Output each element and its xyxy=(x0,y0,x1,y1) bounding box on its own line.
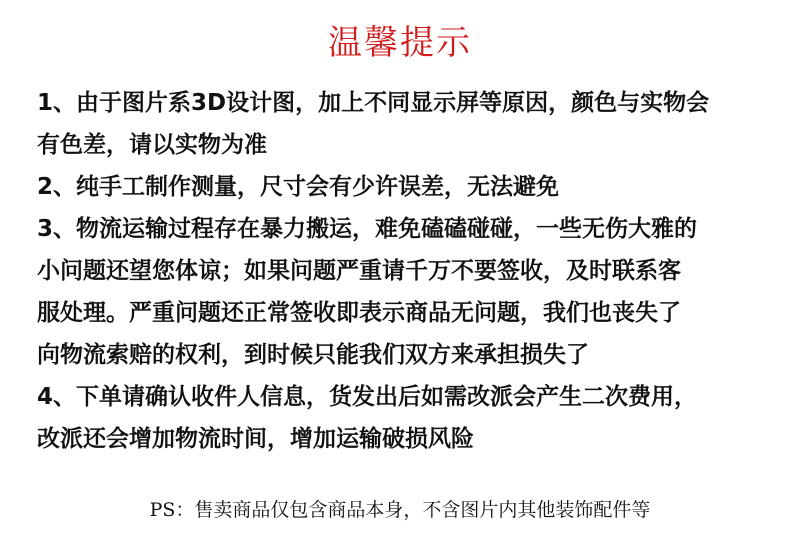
page-title: 温馨提示 xyxy=(328,23,472,63)
notice-line-6: 服处理。严重问题还正常签收即表示商品无问题，我们也丧失了 xyxy=(37,300,681,326)
notice-line-9: 改派还会增加物流时间，增加运输破损风险 xyxy=(37,426,474,452)
notice-line-2: 有色差，请以实物为准 xyxy=(37,132,267,158)
notice-line-1: 1、由于图片系3D设计图，加上不同显示屏等原因，颜色与实物会 xyxy=(37,90,710,116)
notice-line-5: 小问题还望您体谅；如果问题严重请千万不要签收，及时联系客 xyxy=(37,258,681,284)
notice-line-8: 4、下单请确认收件人信息，货发出后如需改派会产生二次费用， xyxy=(37,384,698,410)
notice-list xyxy=(37,82,777,460)
notice-line-3: 2、纯手工制作测量，尺寸会有少许误差，无法避免 xyxy=(37,174,560,200)
ps-note: PS：售卖商品仅包含商品本身，不含图片内其他装饰配件等 xyxy=(149,499,651,521)
notice-line-7: 向物流索赔的权利，到时候只能我们双方来承担损失了 xyxy=(37,342,589,368)
notice-line-4: 3、物流运输过程存在暴力搬运，难免磕磕碰碰，一些无伤大雅的 xyxy=(37,216,698,242)
